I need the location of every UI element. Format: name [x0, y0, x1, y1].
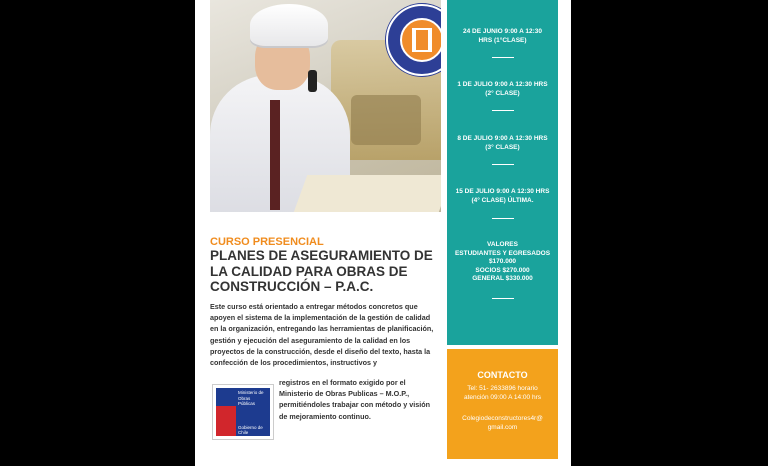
contact-title: CONTACTO: [477, 370, 528, 380]
contact-panel: [447, 349, 558, 459]
ministry-logo: Ministerio de Obras Públicas Gobierno de Chile: [212, 384, 274, 440]
course-title: PLANES DE ASEGURAMIENTO DE LA CALIDAD PARA OBRAS DE CONSTRUCCIÓN – P.A.C.: [210, 248, 433, 294]
schedule-item: 1 DE JULIO 9:00 A 12:30 HRS (2° CLASE): [457, 81, 548, 97]
divider: [492, 298, 514, 299]
contact-phone: Tel: 51- 2633896 horario atención 09:00 A 14:00 hrs: [464, 385, 541, 401]
schedule-item: 8 DE JULIO 9:00 A 12:30 HRS (3° CLASE): [457, 135, 548, 151]
divider: [492, 57, 514, 58]
course-type: CURSO PRESENCIAL: [210, 236, 324, 248]
engineer-photo: [210, 0, 441, 212]
divider: [492, 164, 514, 165]
schedule-item: 24 DE JUNIO 9:00 A 12:30 HRS (1°CLASE): [463, 28, 542, 44]
schedule-panel: [447, 0, 558, 345]
course-description-cont: registros en el formato exigido por el Ministerio de Obras Publicas – M.O.P., permitiéndoles trabajar con método y visión de mejoramiento continuo.: [279, 378, 430, 421]
schedule-item: 15 DE JULIO 9:00 A 12:30 HRS (4° CLASE) ÚLTIMA.: [455, 188, 550, 204]
flyer-page: [195, 0, 571, 466]
course-description: Este curso está orientado a entregar métodos concretos que apoyen el sistema de la implementación de la gestión de calidad en la organización, entregando las herramientas de planificación, gestión y ejecución del aseguramiento de la calidad en los proyectos de la construcción, desde el diseño del texto, hasta la confección de los procedimientos, instructivos y: [210, 302, 434, 368]
divider: [492, 218, 514, 219]
prices-block: VALORES ESTUDIANTES Y EGRESADOS $170.000 SOCIOS $270.000 GENERAL $330.000: [454, 241, 551, 282]
contact-email: Colegiodeconstructores4r@ gmail.com: [462, 415, 543, 431]
divider: [492, 110, 514, 111]
